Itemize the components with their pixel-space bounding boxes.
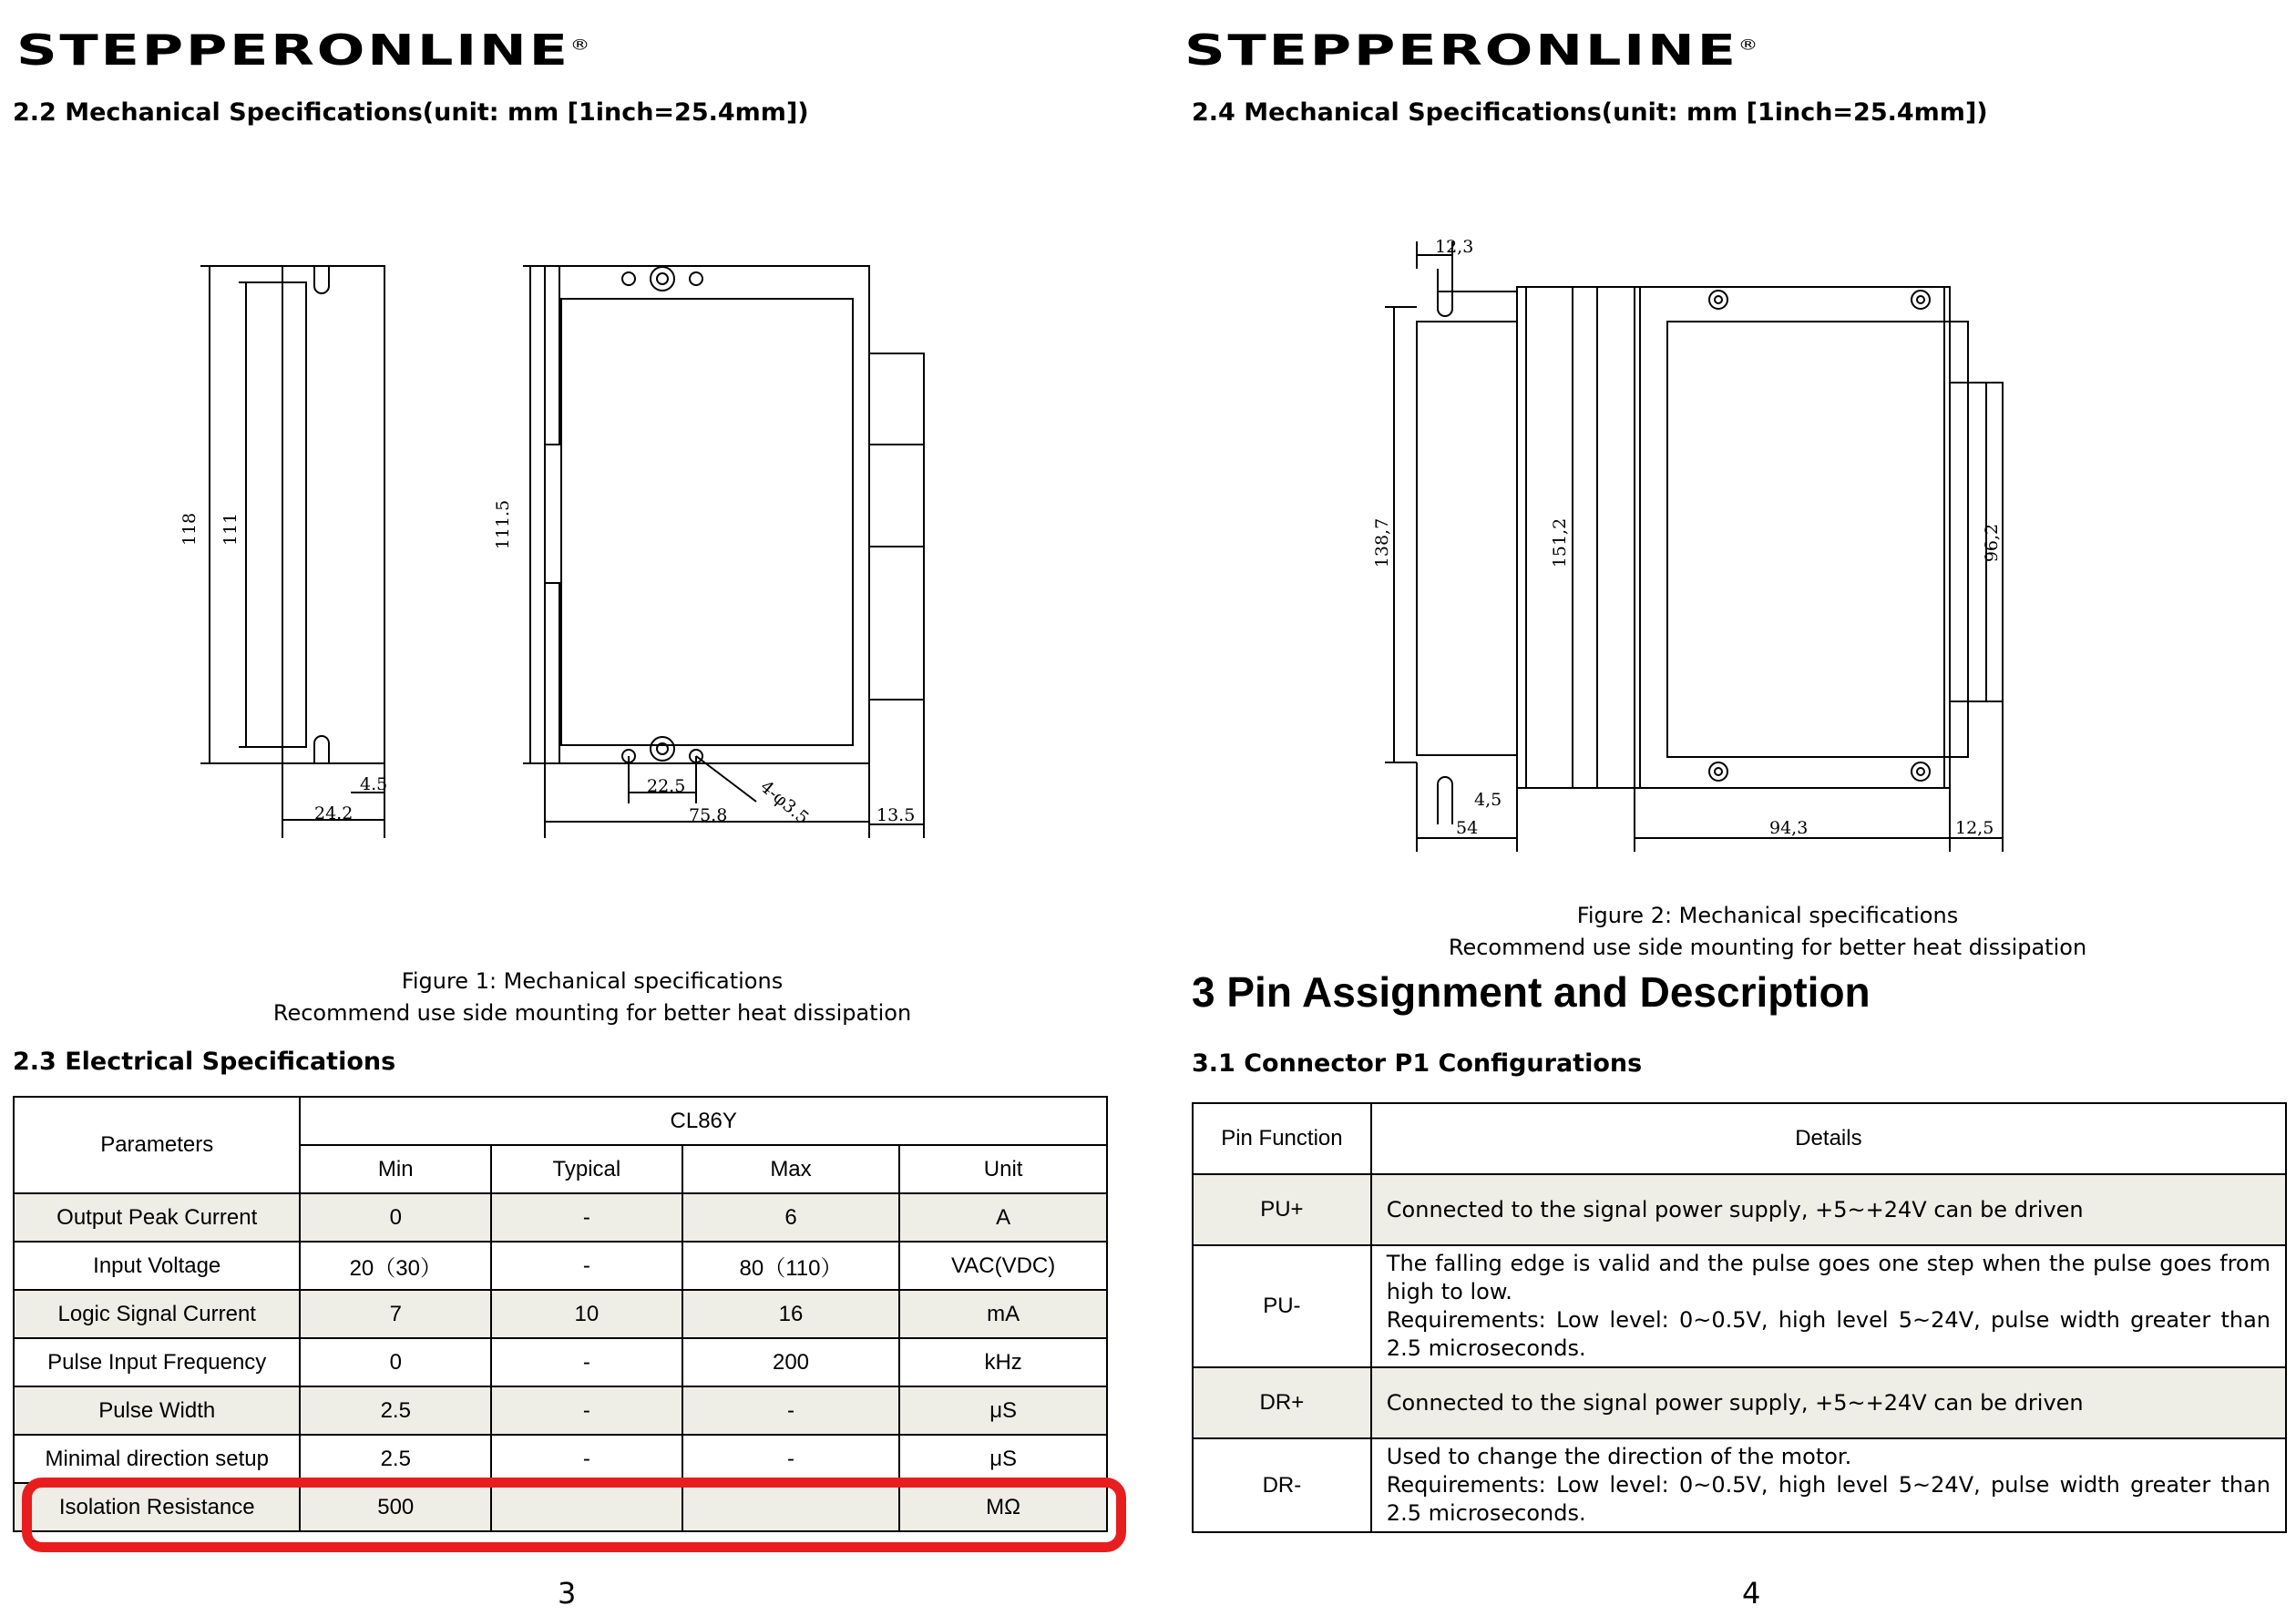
cell-unit: A <box>899 1193 1107 1242</box>
cell-max: 80（110） <box>682 1242 900 1290</box>
dim-4-5: 4,5 <box>1474 790 1502 810</box>
section-2-3-heading: 2.3 Electrical Specifications <box>13 1048 396 1076</box>
dim-111-5: 111.5 <box>493 499 514 550</box>
dim-138-7: 138,7 <box>1372 517 1393 568</box>
dim-54: 54 <box>1456 818 1479 838</box>
table-row <box>1193 1245 2286 1367</box>
cell-min: 20（30） <box>300 1242 491 1290</box>
section-3-1-heading: 3.1 Connector P1 Configurations <box>1192 1049 1643 1078</box>
cell-pin: DR+ <box>1193 1367 1371 1438</box>
cell-typical: - <box>491 1435 682 1483</box>
cell-details: Connected to the signal power supply, +5~+24V can be driven <box>1371 1367 2286 1438</box>
dim-22-5: 22.5 <box>647 776 686 796</box>
figure-1-caption: Figure 1: Mechanical specifications Recommend use side mounting for better heat dissipation <box>272 968 912 1026</box>
page-number: 4 <box>1742 1576 1761 1611</box>
header-typical: Typical <box>491 1145 682 1193</box>
dim-111: 111 <box>220 512 241 547</box>
electrical-specifications-table <box>13 1096 1108 1532</box>
header-parameters: Parameters <box>14 1097 300 1193</box>
header-pin-function: Pin Function <box>1193 1103 1371 1174</box>
details-requirements: Requirements: Low level: 0~0.5V, high level 5~24V, pulse width greater than 2.5 microseconds. <box>1386 1472 2270 1526</box>
stepperonline-logo: STEPPERONLINE® <box>16 26 590 75</box>
header-details: Details <box>1371 1103 2286 1174</box>
cell-pin: DR- <box>1193 1438 1371 1532</box>
cell-param: Isolation Resistance <box>14 1483 300 1531</box>
cell-param: Output Peak Current <box>14 1193 300 1242</box>
cell-param: Minimal direction setup <box>14 1435 300 1483</box>
cell-min: 0 <box>300 1338 491 1386</box>
dim-12-3: 12,3 <box>1435 237 1474 257</box>
table-row <box>14 1386 1107 1435</box>
header-min: Min <box>300 1145 491 1193</box>
dim-94-3: 94,3 <box>1769 818 1809 838</box>
cell-unit: μS <box>899 1386 1107 1435</box>
section-2-2-heading: 2.2 Mechanical Specifications(unit: mm [1inch=25.4mm]) <box>13 98 809 127</box>
cell-unit: MΩ <box>899 1483 1107 1531</box>
table-row <box>14 1290 1107 1338</box>
section-3-heading: 3 Pin Assignment and Description <box>1192 968 1871 1016</box>
figure-2-caption: Figure 2: Mechanical specifications Recommend use side mounting for better heat dissipation <box>1448 903 2087 960</box>
figure-2-mechanical-drawing <box>1358 232 2178 870</box>
cell-min: 500 <box>300 1483 491 1531</box>
cell-typical: 10 <box>491 1290 682 1338</box>
cell-unit: μS <box>899 1435 1107 1483</box>
table-row <box>1193 1174 2286 1245</box>
dim-118: 118 <box>179 512 200 547</box>
dim-4-phi-3-5: 4-φ3.5 <box>756 776 813 829</box>
table-row <box>1193 1438 2286 1532</box>
cell-typical: - <box>491 1193 682 1242</box>
cell-param: Pulse Width <box>14 1386 300 1435</box>
header-model: CL86Y <box>300 1097 1107 1145</box>
dim-24-2: 24.2 <box>314 803 354 823</box>
page-number: 3 <box>558 1576 577 1611</box>
red-highlight-box <box>22 1478 1126 1552</box>
cell-max: - <box>682 1435 900 1483</box>
page-4 <box>1148 0 2296 1616</box>
table-row <box>14 1435 1107 1483</box>
section-2-4-heading: 2.4 Mechanical Specifications(unit: mm [1inch=25.4mm]) <box>1192 98 1988 127</box>
cell-typical: - <box>491 1386 682 1435</box>
cell-pin: PU+ <box>1193 1174 1371 1245</box>
table-row <box>14 1242 1107 1290</box>
cell-param: Logic Signal Current <box>14 1290 300 1338</box>
cell-max: - <box>682 1386 900 1435</box>
connector-p1-table <box>1192 1102 2287 1533</box>
figure-1-mechanical-drawing <box>164 246 948 847</box>
cell-unit: mA <box>899 1290 1107 1338</box>
cell-min: 0 <box>300 1193 491 1242</box>
cell-min: 2.5 <box>300 1435 491 1483</box>
cell-details <box>1371 1438 2286 1532</box>
cell-min: 2.5 <box>300 1386 491 1435</box>
cell-max: 200 <box>682 1338 900 1386</box>
dim-13-5: 13.5 <box>876 805 916 825</box>
stepperonline-logo: STEPPERONLINE® <box>1184 26 1758 75</box>
cell-param: Pulse Input Frequency <box>14 1338 300 1386</box>
cell-details <box>1371 1245 2286 1367</box>
header-unit: Unit <box>899 1145 1107 1193</box>
details-line: Used to change the direction of the motor. <box>1386 1444 1852 1469</box>
cell-min: 7 <box>300 1290 491 1338</box>
details-requirements: Requirements: Low level: 0~0.5V, high level 5~24V, pulse width greater than 2.5 microseconds. <box>1386 1307 2270 1361</box>
cell-details: Connected to the signal power supply, +5~+24V can be driven <box>1371 1174 2286 1245</box>
cell-typical: - <box>491 1338 682 1386</box>
cell-max: 6 <box>682 1193 900 1242</box>
cell-param: Input Voltage <box>14 1242 300 1290</box>
table-row <box>14 1338 1107 1386</box>
dim-4-5: 4.5 <box>360 774 388 794</box>
dim-12-5: 12,5 <box>1955 818 1994 838</box>
cell-unit: kHz <box>899 1338 1107 1386</box>
header-max: Max <box>682 1145 900 1193</box>
dim-75-8: 75.8 <box>689 805 728 825</box>
table-row <box>14 1193 1107 1242</box>
dim-151-2: 151,2 <box>1550 517 1571 568</box>
dim-96-2: 96,2 <box>1982 523 2003 563</box>
cell-unit: VAC(VDC) <box>899 1242 1107 1290</box>
table-row <box>1193 1367 2286 1438</box>
cell-pin: PU- <box>1193 1245 1371 1367</box>
details-line: The falling edge is valid and the pulse goes one step when the pulse goes from high to low. <box>1386 1251 2270 1304</box>
cell-typical: - <box>491 1242 682 1290</box>
cell-max: 16 <box>682 1290 900 1338</box>
